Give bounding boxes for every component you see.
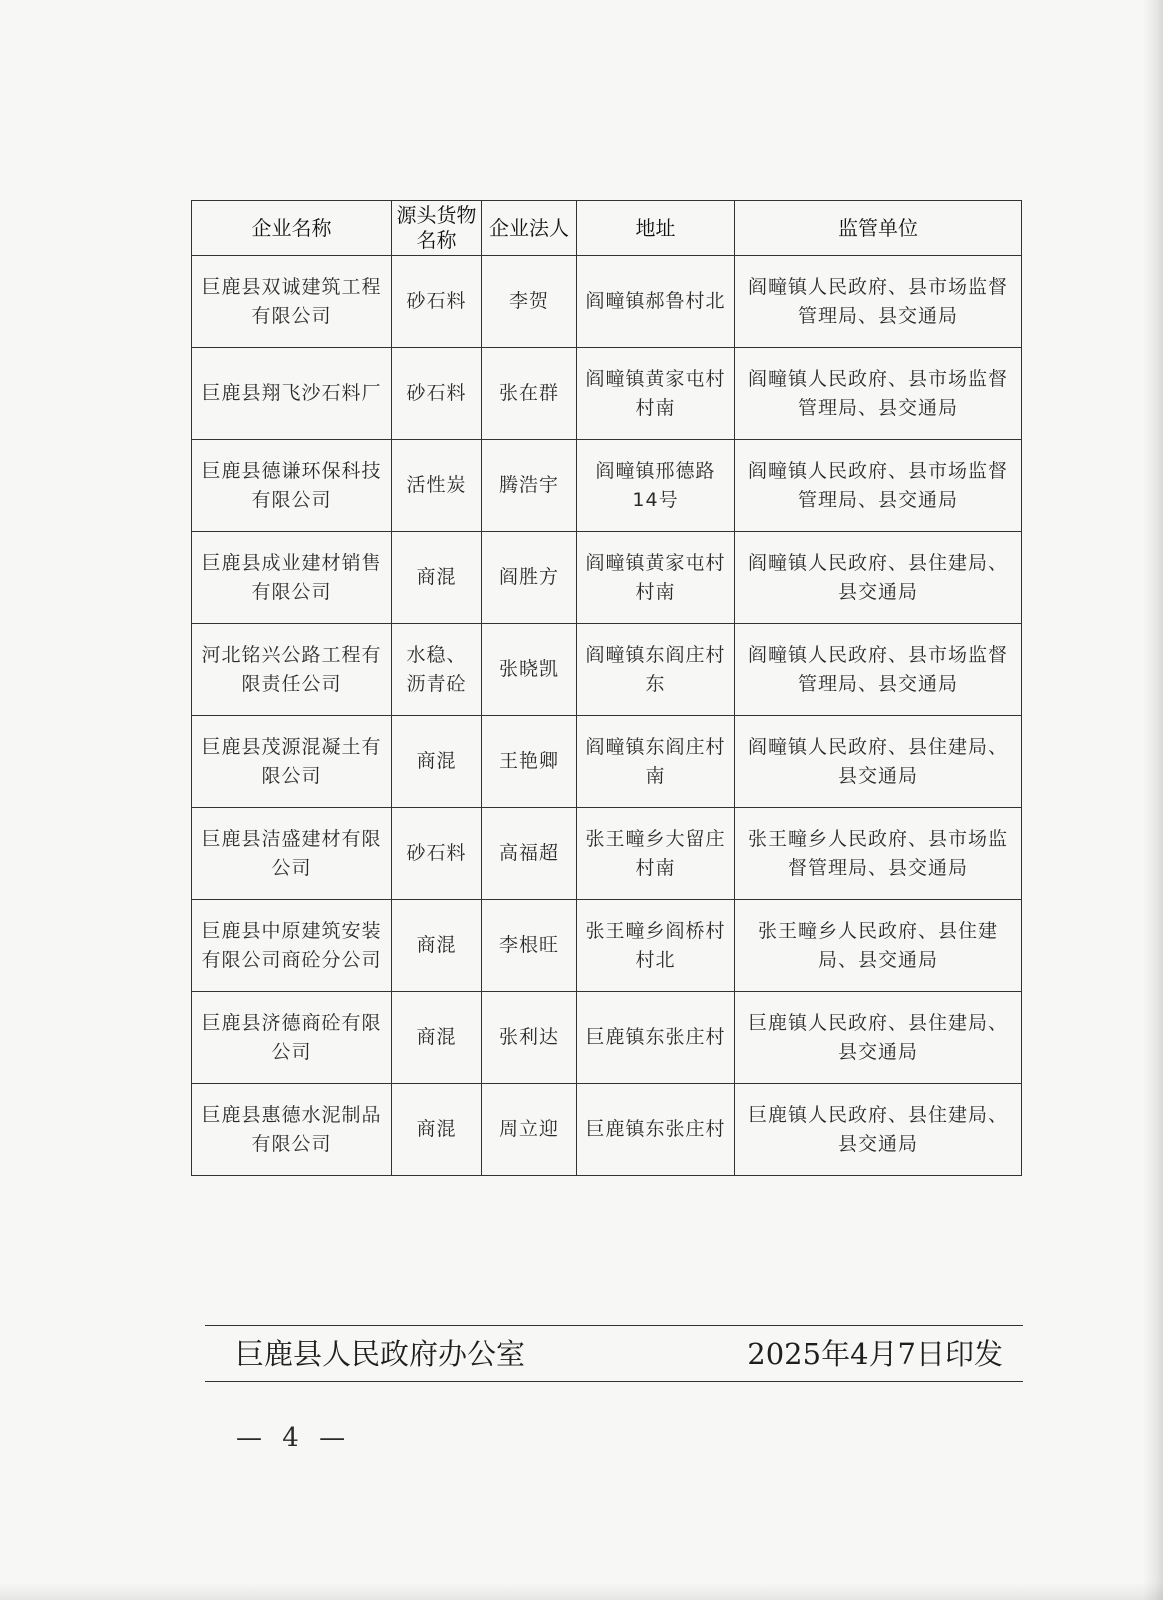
table-row: [192, 808, 1022, 900]
cell-source-goods: 商混: [392, 900, 482, 992]
cell-legal-person: 李根旺: [482, 900, 577, 992]
table-row: [192, 992, 1022, 1084]
cell-supervisor: 阎疃镇人民政府、县市场监督管理局、县交通局: [735, 256, 1022, 348]
header-enterprise-name: 企业名称: [192, 201, 392, 256]
cell-supervisor: 张王疃乡人民政府、县市场监督管理局、县交通局: [735, 808, 1022, 900]
cell-supervisor: 巨鹿镇人民政府、县住建局、县交通局: [735, 992, 1022, 1084]
cell-enterprise-name: 巨鹿县济德商砼有限公司: [192, 992, 392, 1084]
header-address: 地址: [577, 201, 735, 256]
cell-address: 阎疃镇黄家屯村村南: [577, 532, 735, 624]
cell-legal-person: 张晓凯: [482, 624, 577, 716]
cell-supervisor: 阎疃镇人民政府、县市场监督管理局、县交通局: [735, 348, 1022, 440]
table-row: [192, 440, 1022, 532]
header-supervisor: 监管单位: [735, 201, 1022, 256]
cell-legal-person: 李贺: [482, 256, 577, 348]
cell-enterprise-name: 河北铭兴公路工程有限责任公司: [192, 624, 392, 716]
cell-legal-person: 张在群: [482, 348, 577, 440]
header-source-goods: 源头货物名称: [392, 201, 482, 256]
cell-enterprise-name: 巨鹿县中原建筑安装有限公司商砼分公司: [192, 900, 392, 992]
cell-address: 阎疃镇邢德路14号: [577, 440, 735, 532]
cell-address: 阎疃镇黄家屯村村南: [577, 348, 735, 440]
enterprise-table: [191, 200, 1022, 1176]
cell-address: 阎疃镇东阎庄村东: [577, 624, 735, 716]
cell-address: 巨鹿镇东张庄村: [577, 992, 735, 1084]
cell-enterprise-name: 巨鹿县德谦环保科技有限公司: [192, 440, 392, 532]
page-edge-shadow: [1143, 0, 1163, 1600]
cell-address: 张王疃乡大留庄村南: [577, 808, 735, 900]
table-row: [192, 1084, 1022, 1176]
cell-source-goods: 砂石料: [392, 348, 482, 440]
footer-bottom-rule: [205, 1381, 1023, 1382]
cell-supervisor: 阎疃镇人民政府、县住建局、县交通局: [735, 716, 1022, 808]
footer-top-rule: [205, 1325, 1023, 1326]
cell-supervisor: 巨鹿镇人民政府、县住建局、县交通局: [735, 1084, 1022, 1176]
table-row: [192, 348, 1022, 440]
cell-source-goods: 商混: [392, 1084, 482, 1176]
cell-address: 巨鹿镇东张庄村: [577, 1084, 735, 1176]
page-bottom-shadow: [0, 1582, 1163, 1600]
cell-legal-person: 周立迎: [482, 1084, 577, 1176]
cell-legal-person: 阎胜方: [482, 532, 577, 624]
cell-supervisor: 阎疃镇人民政府、县市场监督管理局、县交通局: [735, 624, 1022, 716]
cell-source-goods: 水稳、沥青砼: [392, 624, 482, 716]
table-row: [192, 532, 1022, 624]
header-legal-person: 企业法人: [482, 201, 577, 256]
table-row: [192, 716, 1022, 808]
cell-enterprise-name: 巨鹿县茂源混凝土有限公司: [192, 716, 392, 808]
cell-source-goods: 活性炭: [392, 440, 482, 532]
cell-address: 张王疃乡阎桥村村北: [577, 900, 735, 992]
cell-source-goods: 商混: [392, 716, 482, 808]
cell-source-goods: 商混: [392, 992, 482, 1084]
cell-legal-person: 腾浩宇: [482, 440, 577, 532]
cell-enterprise-name: 巨鹿县惠德水泥制品有限公司: [192, 1084, 392, 1176]
cell-address: 阎疃镇郝鲁村北: [577, 256, 735, 348]
cell-supervisor: 阎疃镇人民政府、县住建局、县交通局: [735, 532, 1022, 624]
cell-source-goods: 砂石料: [392, 256, 482, 348]
page-number: — 4 —: [236, 1423, 352, 1453]
cell-source-goods: 砂石料: [392, 808, 482, 900]
cell-supervisor: 阎疃镇人民政府、县市场监督管理局、县交通局: [735, 440, 1022, 532]
issuing-office: 巨鹿县人民政府办公室: [235, 1337, 526, 1371]
cell-supervisor: 张王疃乡人民政府、县住建局、县交通局: [735, 900, 1022, 992]
cell-address: 阎疃镇东阎庄村南: [577, 716, 735, 808]
cell-enterprise-name: 巨鹿县成业建材销售有限公司: [192, 532, 392, 624]
table-row: [192, 256, 1022, 348]
cell-enterprise-name: 巨鹿县洁盛建材有限公司: [192, 808, 392, 900]
cell-legal-person: 王艳卿: [482, 716, 577, 808]
cell-legal-person: 高福超: [482, 808, 577, 900]
table-header-row: [192, 201, 1022, 256]
issue-date: 2025年4月7日印发: [747, 1337, 1003, 1371]
cell-enterprise-name: 巨鹿县翔飞沙石料厂: [192, 348, 392, 440]
cell-enterprise-name: 巨鹿县双诚建筑工程有限公司: [192, 256, 392, 348]
table-row: [192, 624, 1022, 716]
table-row: [192, 900, 1022, 992]
cell-source-goods: 商混: [392, 532, 482, 624]
cell-legal-person: 张利达: [482, 992, 577, 1084]
